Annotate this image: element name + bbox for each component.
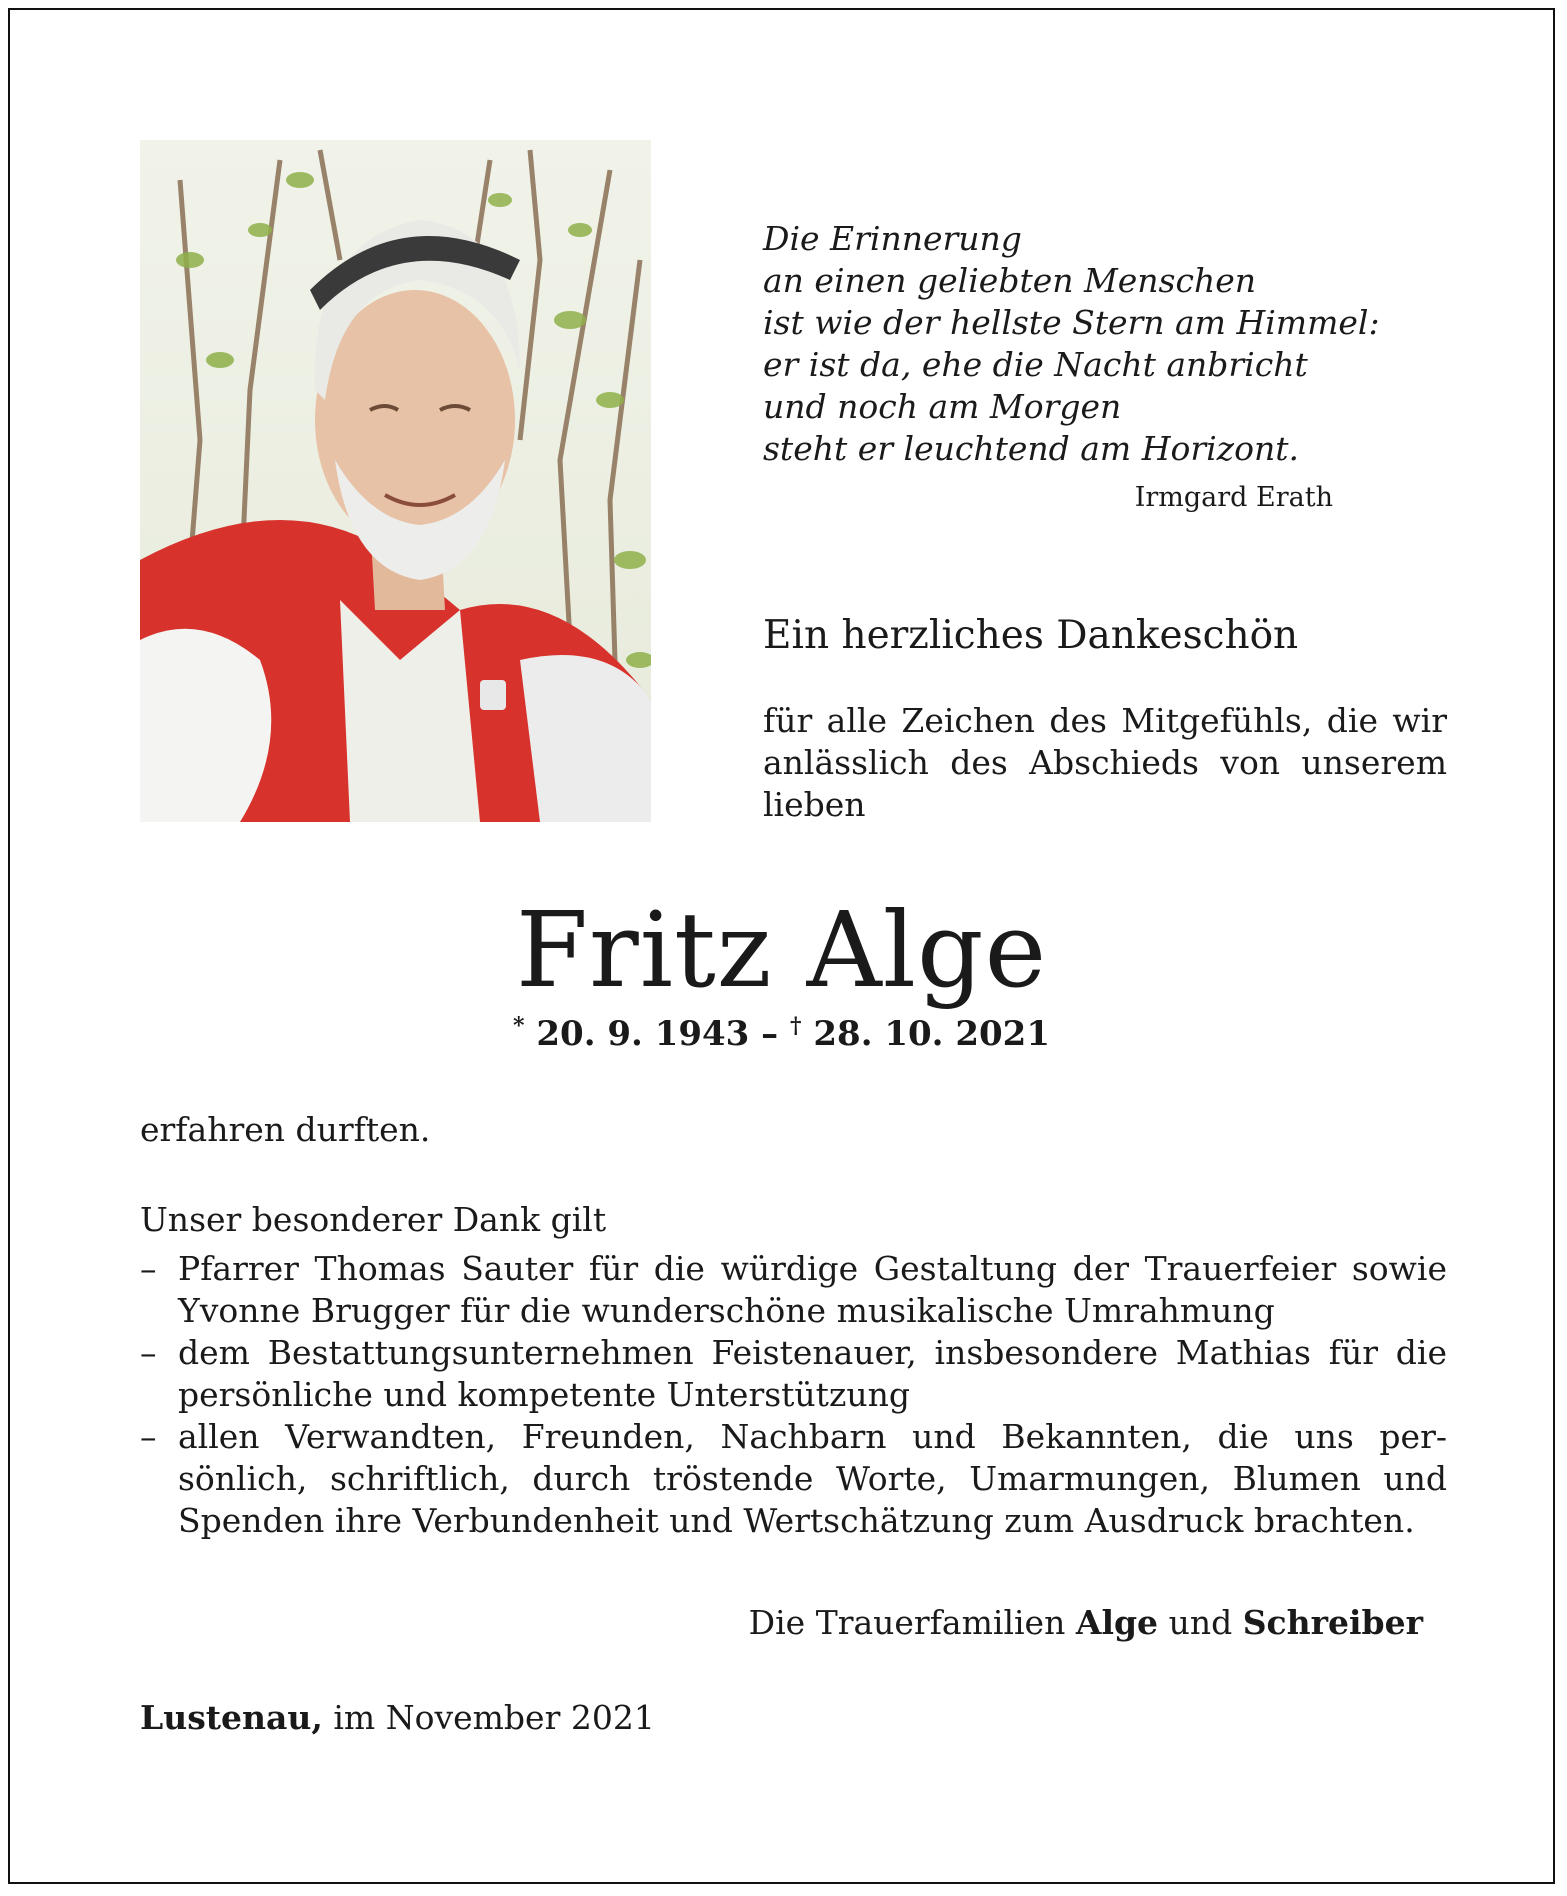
gratitude-heading: Unser besonderer Dank gilt (140, 1200, 607, 1239)
item-line: allen Verwandten, Freunden, Nachbarn und Bekannten, die uns per- (178, 1417, 1447, 1456)
signature-prefix: Die Trauerfamilien (748, 1603, 1066, 1642)
portrait-photo (140, 140, 651, 822)
death-symbol: † (790, 1013, 802, 1039)
deceased-name: Fritz Alge (515, 889, 1048, 1011)
quote-line: und noch am Morgen (763, 387, 1122, 426)
quote-line: an einen geliebten Menschen (763, 261, 1257, 300)
list-dash: – (140, 1249, 157, 1288)
list-dash: – (140, 1417, 157, 1456)
gratitude-list (140, 1248, 1447, 1542)
date: im November 2021 (333, 1698, 655, 1737)
thanks-title: Ein herzliches Dankeschön (763, 613, 1299, 658)
family-name-1: Alge (1075, 1603, 1159, 1642)
obituary-card (8, 8, 1555, 1884)
item-line: dem Bestattungsunternehmen Feistenauer, insbesondere Mathias für die (178, 1333, 1447, 1372)
list-dash: – (140, 1333, 157, 1372)
list-item (140, 1248, 1447, 1332)
thanks-intro (763, 700, 1447, 826)
intro-line: für alle Zeichen des Mitgefühls, die wir (763, 701, 1447, 740)
death-date: 28. 10. 2021 (813, 1014, 1050, 1054)
quote-line: Die Erinnerung (763, 219, 1022, 258)
quote-author: Irmgard Erath (1134, 482, 1333, 513)
life-dates (10, 1013, 1553, 1054)
item-line: Yvonne Brugger für die wunderschöne musikalische Umrahmung (178, 1291, 1275, 1330)
intro-line: lieben (763, 785, 866, 824)
birth-symbol: * (513, 1013, 525, 1039)
place-date (140, 1698, 655, 1737)
signature-conjunction: und (1168, 1603, 1233, 1642)
quote-line: ist wie der hellste Stern am Himmel: (763, 303, 1380, 342)
list-item (140, 1416, 1447, 1542)
continuation-text: erfahren durften. (140, 1110, 431, 1149)
birth-date: 20. 9. 1943 (536, 1014, 750, 1054)
family-name-2: Schreiber (1242, 1603, 1423, 1642)
item-line: persönliche und kompetente Unterstützung (178, 1375, 910, 1414)
date-separator: – (761, 1014, 779, 1054)
quote-line: steht er leuchtend am Horizont. (763, 429, 1299, 468)
item-line: sönlich, schriftlich, durch tröstende Worte, Umarmungen, Blumen und (178, 1459, 1447, 1498)
intro-line: anlässlich des Abschieds von unserem (763, 743, 1447, 782)
item-line: Pfarrer Thomas Sauter für die würdige Gestaltung der Trauerfeier sowie (178, 1249, 1447, 1288)
place: Lustenau, (140, 1698, 323, 1737)
quote-line: er ist da, ehe die Nacht anbricht (763, 345, 1308, 384)
memorial-quote (763, 218, 1383, 470)
list-item (140, 1332, 1447, 1416)
family-signature (749, 1603, 1423, 1642)
item-line: Spenden ihre Verbundenheit und Wertschätzung zum Ausdruck brachten. (178, 1501, 1415, 1540)
portrait-illustration (140, 140, 651, 822)
